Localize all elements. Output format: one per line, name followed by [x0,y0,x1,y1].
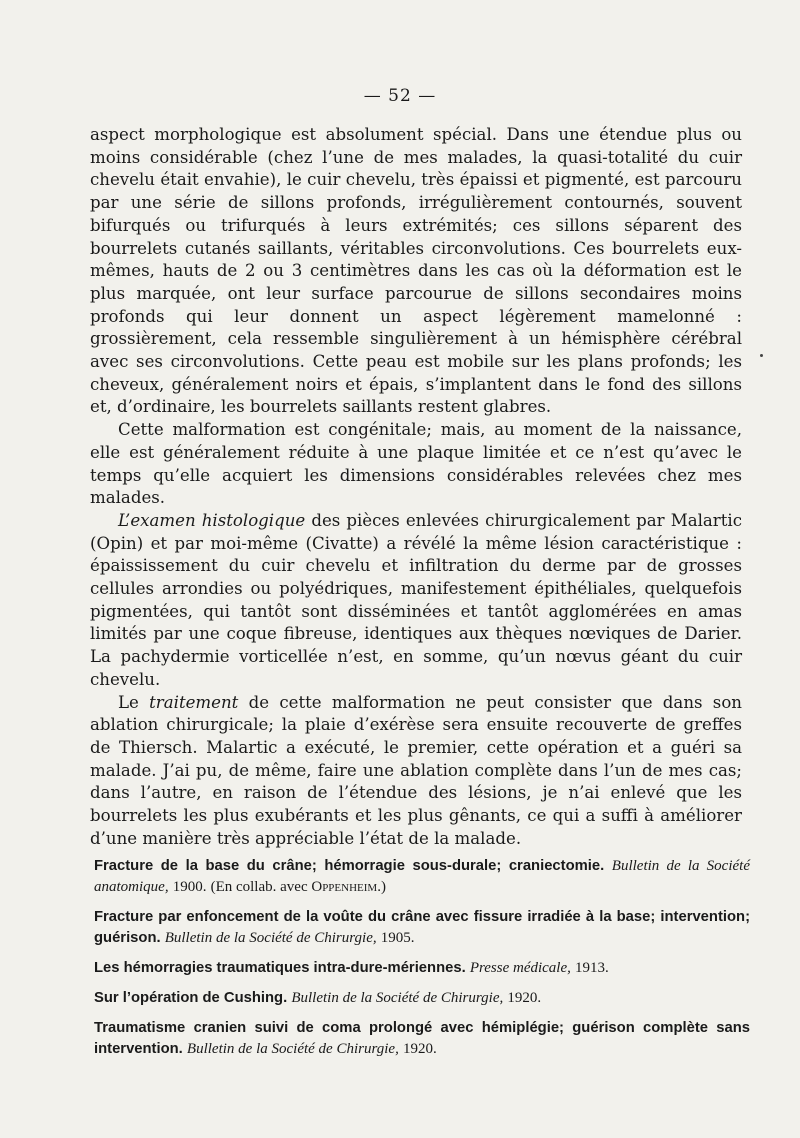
bibliography-entry [94,988,750,1009]
entry-year: 1913. [575,960,609,976]
entry-title: Fracture de la base du crâne; hémorragie sous-durale; craniectomie. [94,858,605,874]
bibliography-list [94,856,750,1069]
paragraph-congenital: Cette malformation est congénitale; mais, au moment de la naissance, elle est généralement réduite à une plaque limitée et ce n’est qu’avec le temps qu’elle acquiert les dimensions considérables relevées chez mes malades. [90,420,742,508]
paragraph-histology [90,510,742,692]
histology-heading: L’examen histologique [118,510,306,530]
paragraph-treatment [90,692,742,851]
entry-year: 1900. [172,879,207,895]
entry-source: Bulletin de la Société de Chirurgie, [164,930,377,946]
entry-year: 1920. [402,1041,437,1057]
entry-note-suffix: .) [377,879,386,895]
entry-title: Sur l’opération de Cushing. [94,990,288,1006]
entry-source: Bulletin de la Société anatomique, [94,858,750,895]
page-number: — 52 — [363,86,437,106]
scan-speck [760,354,763,357]
histology-text: des pièces enlevées chirurgicalement par Malartic (Opin) et par moi-même (Civatte) a révélé la même lésion caractéristique : épaississement du cuir chevelu et infiltration du derme par de grosses cellules arrondies ou polyédriques, manifestement épithéliales, quelquefois pigmentées, qui tantôt sont disséminées et tantôt agglomérées en amas limités par une coque fibreuse, identiques aux thèques nœviques de Darier. La pachydermie vorticellée n’est, en somme, qu’un nœvus géant du cuir chevelu. [90,510,742,689]
entry-note-collaborator: Oppenheim [311,879,378,895]
entry-source: Presse médicale, [469,960,571,976]
treatment-text: de cette malformation ne peut consister que dans son ablation chirurgicale; la plaie d’exérèse sera ensuite recouverte de greffes de Thiersch. Malartic a exécuté, le premier, cette opération et a guéri sa malade. J’ai pu, de même, faire une ablation complète dans l’un de mes cas; dans l’autre, en raison de l’étendue des lésions, je n’ai enlevé que les bourrelets les plus exubérants et les plus gênants, ce qui a suffi à améliorer d’une manière très appréciable l’état de la malade. [90,692,742,848]
entry-note [211,879,386,895]
bibliography-entry [94,907,750,949]
bibliography-entry [94,856,750,898]
treatment-article: Le [118,692,150,712]
treatment-heading: traitement [149,692,239,712]
bibliography-entry [94,958,750,979]
entry-title: Fracture par enfoncement de la voûte du crâne avec fissure irradiée à la base; intervention; guérison. [94,909,750,946]
entry-year: 1920. [507,990,542,1006]
entry-title: Traumatisme cranien suivi de coma prolongé avec hémiplégie; guérison complète sans intervention. [94,1020,750,1057]
entry-source: Bulletin de la Société de Chirurgie, [291,990,504,1006]
entry-source: Bulletin de la Société de Chirurgie, [186,1041,399,1057]
paragraph-morphology: aspect morphologique est absolument spécial. Dans une étendue plus ou moins considérable (chez l’une de mes malades, la quasi-totalité du cuir chevelu était envahie), le cuir chevelu, très épaissi et pigmenté, est parcouru par une série de sillons profonds, irrégulièrement contournés, souvent bifurqués ou trifurqués à leurs extrémités; ces sillons séparent des bourrelets cutanés saillants, véritables circonvolutions. Ces bourrelets eux-mêmes, hauts de 2 ou 3 centimètres dans les cas où la déformation est le plus marquée, ont leur surface parcourue de sillons secondaires moins profonds qui leur donnent un aspect légèrement mamelonné : grossièrement, cela ressemble singulièrement à un hémisphère cérébral avec ses circonvolutions. Cette peau est mobile sur les plans profonds; les cheveux, généralement noirs et épais, s’implantent dans le fond des sillons et, d’ordinaire, les bourrelets saillants restent glabres. [90,125,742,417]
entry-note-prefix: (En collab. avec [210,879,312,895]
bibliography-entry [94,1018,750,1060]
body-text [90,124,742,851]
entry-year: 1905. [380,930,415,946]
entry-title: Les hémorragies traumatiques intra-dure-mériennes. [94,960,466,976]
